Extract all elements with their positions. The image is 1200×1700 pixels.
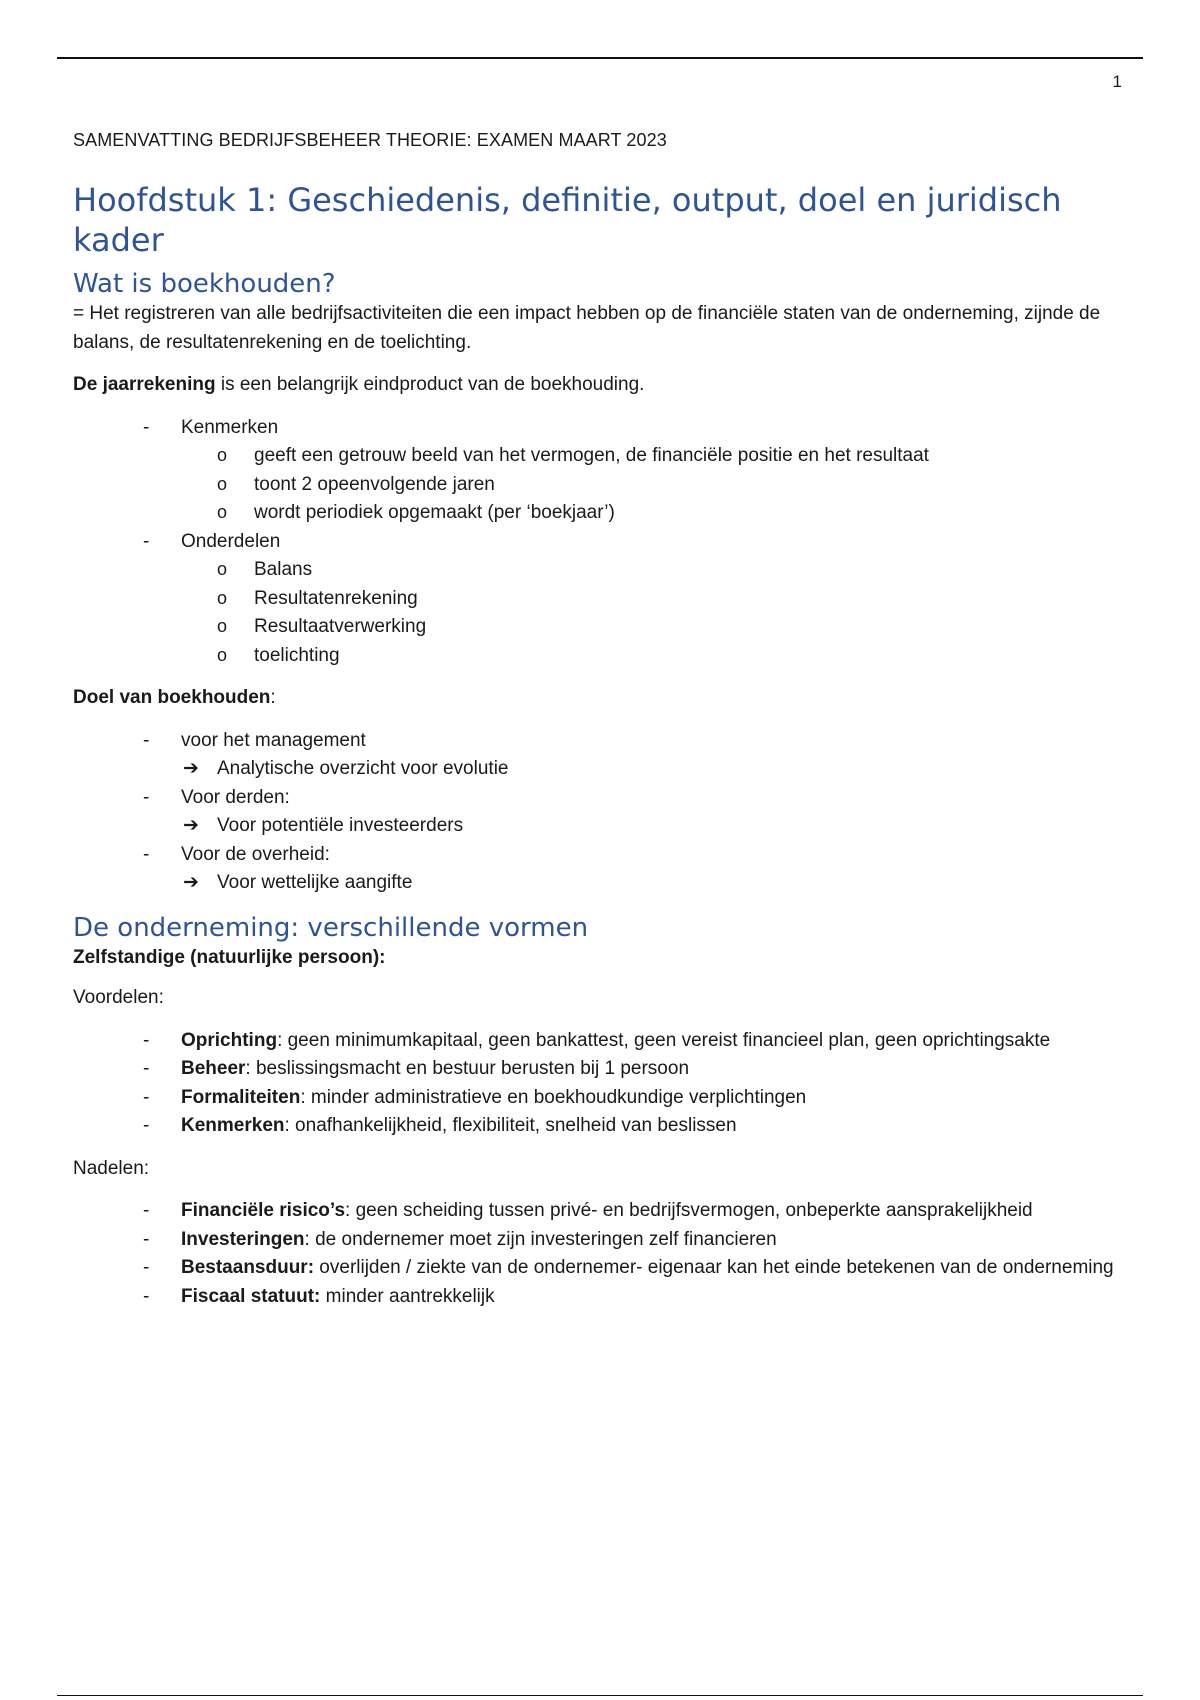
nadeel-item (73, 1226, 1133, 1255)
voordeel-term: Kenmerken (181, 1115, 285, 1136)
circle-bullet: o (217, 502, 228, 522)
onderdelen-sublist (181, 556, 1133, 670)
voordelen-list (73, 1027, 1133, 1141)
sub-list-item (181, 442, 1133, 471)
nadeel-text: minder aantrekkelijk (320, 1285, 495, 1307)
doel-label: Voor derden: (181, 786, 290, 808)
dash-bullet: - (143, 786, 150, 808)
sub-item-text: Resultatenrekening (254, 587, 418, 609)
arrow-right-icon: ➔ (183, 758, 199, 779)
dash-bullet: - (143, 1228, 150, 1250)
dash-bullet: - (143, 1029, 150, 1051)
sub-list-item (181, 642, 1133, 671)
circle-bullet: o (217, 644, 228, 665)
list-label: Kenmerken (181, 416, 279, 438)
arrow-right-icon: ➔ (183, 872, 199, 893)
doel-term: Doel van boekhouden (73, 687, 271, 708)
doel-item-overheid (73, 841, 1133, 898)
sub-item-text: wordt periodiek opgemaakt (per ‘boekjaar’) (254, 502, 615, 523)
dash-bullet: - (143, 1086, 150, 1108)
sub-item-text: Resultaatverwerking (254, 616, 427, 637)
doel-label: voor het management (181, 729, 366, 751)
dash-bullet: - (143, 1257, 150, 1278)
nadeel-item (73, 1283, 1133, 1312)
voordeel-item (73, 1084, 1133, 1113)
doel-arrow-text: Voor wettelijke aangifte (217, 872, 413, 893)
sub-list-item (181, 613, 1133, 642)
voordeel-item (73, 1112, 1133, 1141)
doel-item-derden (73, 784, 1133, 841)
voordeel-text: : geen minimumkapitaal, geen bankattest, geen vereist financieel plan, geen oprichtingsakte (277, 1029, 1051, 1051)
list-item-kenmerken (73, 414, 1133, 528)
circle-bullet: o (217, 445, 228, 465)
sub-item-text: toelichting (254, 644, 340, 666)
jaarrekening-list (73, 414, 1133, 671)
doel-arrow-line (181, 812, 1133, 841)
nadeel-text: overlijden / ziekte van de ondernemer- eigenaar kan het einde betekenen van de onderneming (314, 1257, 1114, 1278)
nadeel-text: : de ondernemer moet zijn investeringen zelf financieren (304, 1228, 777, 1250)
doel-list (73, 727, 1133, 898)
nadelen-list (73, 1197, 1133, 1311)
top-rule (57, 57, 1143, 59)
sub-list-item (181, 556, 1133, 585)
arrow-right-icon: ➔ (183, 815, 199, 836)
doel-arrow-text: Voor potentiële investeerders (217, 815, 464, 836)
list-label: Onderdelen (181, 530, 281, 552)
dash-bullet: - (143, 1285, 150, 1307)
voordeel-item (73, 1027, 1133, 1056)
circle-bullet: o (217, 587, 228, 608)
nadeel-term: Fiscaal statuut: (181, 1285, 321, 1307)
chapter-title: Hoofdstuk 1: Geschiedenis, definitie, output, doel en juridisch kader (73, 181, 1062, 259)
sub-list-item (181, 499, 1133, 528)
jaarrekening-paragraph (73, 371, 1133, 400)
dash-bullet: - (143, 1115, 150, 1136)
jaarrekening-text: is een belangrijk eindproduct van de boekhouding. (215, 374, 645, 395)
dash-bullet: - (143, 729, 150, 751)
definition-text: = Het registreren van alle bedrijfsactiviteiten die een impact hebben op de financiële staten van de onderneming, zijnde de balans, de resultatenrekening en de toelichting. (73, 303, 1101, 353)
doel-colon: : (270, 687, 276, 708)
document-body (73, 127, 1133, 1325)
circle-bullet: o (217, 559, 228, 579)
nadeel-term: Investeringen (181, 1228, 305, 1250)
nadeel-item (73, 1254, 1133, 1283)
zelfstandige-subtitle (73, 944, 1133, 973)
jaarrekening-term: De jaarrekening (73, 374, 216, 395)
voordeel-term: Formaliteiten (181, 1086, 301, 1108)
sub-list-item (181, 471, 1133, 500)
doel-heading (73, 684, 1133, 713)
page-number: 1 (1112, 72, 1122, 91)
dash-bullet: - (143, 843, 150, 865)
nadeel-item (73, 1197, 1133, 1226)
nadeel-text: : geen scheiding tussen privé- en bedrijfsvermogen, onbeperkte aansprakelijkheid (345, 1200, 1033, 1221)
voordeel-term: Oprichting (181, 1029, 278, 1051)
circle-bullet: o (217, 473, 228, 494)
zelfstandige-subtitle-text: Zelfstandige (natuurlijke persoon): (73, 946, 386, 968)
dash-bullet: - (143, 1200, 150, 1221)
sub-list-item (181, 585, 1133, 614)
dash-bullet: - (143, 530, 150, 552)
dash-bullet: - (143, 416, 150, 438)
voordeel-term: Beheer (181, 1058, 246, 1079)
voordeel-text: : onafhankelijkheid, flexibiliteit, snelheid van beslissen (284, 1115, 737, 1136)
voordelen-label: Voordelen: (73, 987, 164, 1008)
bottom-rule (57, 1695, 1143, 1696)
voordeel-text: : beslissingsmacht en bestuur berusten bij 1 persoon (245, 1058, 690, 1079)
section-title-boekhouden: Wat is boekhouden? (73, 269, 336, 299)
dash-bullet: - (143, 1058, 150, 1079)
doel-arrow-line (181, 755, 1133, 784)
nadeel-term: Bestaansduur: (181, 1257, 315, 1278)
voordeel-item (73, 1055, 1133, 1084)
sub-item-text: toont 2 opeenvolgende jaren (254, 473, 495, 495)
nadeel-term: Financiële risico’s (181, 1200, 346, 1221)
sub-item-text: geeft een getrouw beeld van het vermogen, de financiële positie en het resultaat (254, 445, 929, 466)
circle-bullet: o (217, 616, 228, 636)
kenmerken-sublist (181, 442, 1133, 528)
doel-arrow-line (181, 869, 1133, 898)
sub-item-text: Balans (254, 559, 313, 580)
list-item-onderdelen (73, 528, 1133, 671)
voordeel-text: : minder administratieve en boekhoudkundige verplichtingen (300, 1086, 807, 1108)
doel-arrow-text: Analytische overzicht voor evolutie (217, 758, 509, 779)
section-title-vormen: De onderneming: verschillende vormen (73, 912, 589, 943)
doel-item-management (73, 727, 1133, 784)
doel-label: Voor de overheid: (181, 843, 330, 865)
nadelen-label: Nadelen: (73, 1157, 150, 1179)
document-header: SAMENVATTING BEDRIJFSBEHEER THEORIE: EXAMEN MAART 2023 (73, 130, 667, 150)
